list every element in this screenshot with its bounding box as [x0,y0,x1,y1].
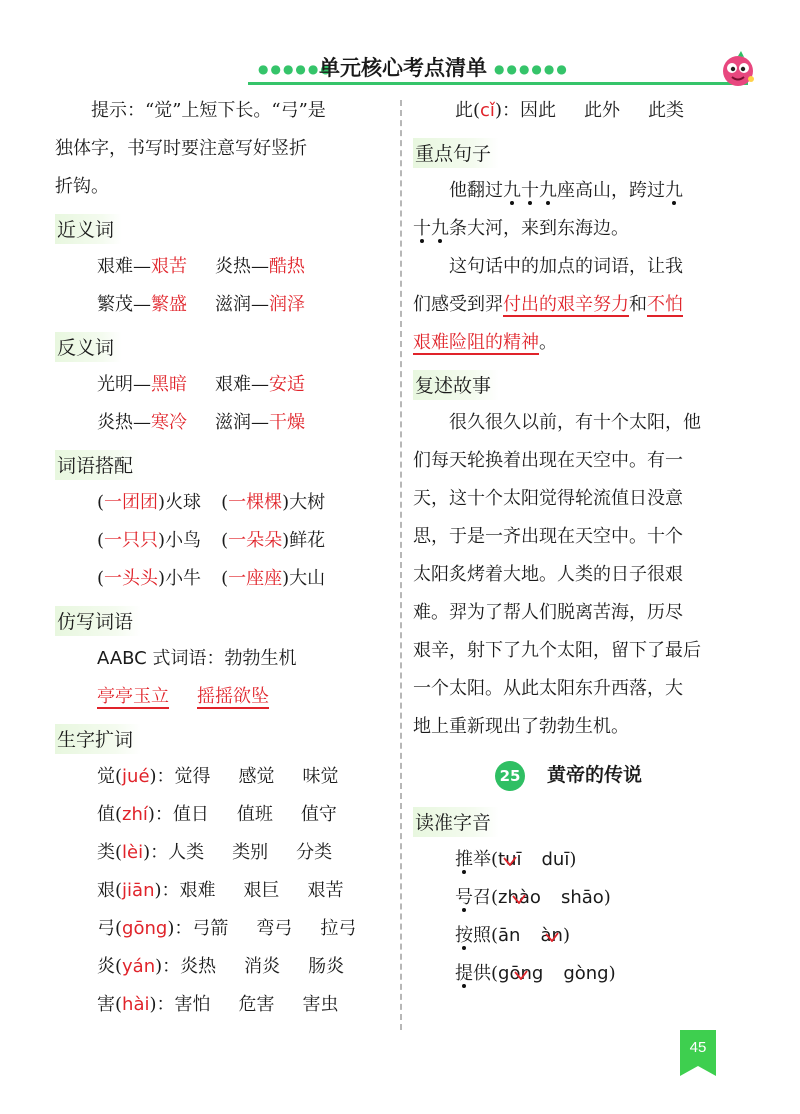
synonym-row: 繁茂—繁盛 滋润—润泽 [97,294,305,315]
collocation-noun: 小牛 [165,568,202,589]
char-expansion-row: 弓(gōng)：弓箭 弯弓 拉弓 [97,918,357,939]
answer-underline-3: 艰难险阻的精神 [413,332,539,353]
retell-line: 难。羿为了帮人们脱离苦海，历尽 [413,602,683,623]
expanded-word: 害虫 [302,994,339,1015]
imitation-answers [55,678,395,716]
antonym-row: 炎热—寒冷 滋润—干燥 [97,412,305,433]
expansion-heading: 生字扩词 [55,724,141,754]
expanded-word: 觉得 [174,766,211,787]
collocation-answer: 一座座 [228,568,283,589]
lesson-title-text: 黄帝的传说 [547,764,643,786]
pinyin-option: àn [540,924,563,946]
char: 弓 [97,918,115,939]
synonym-word: 炎热 [215,256,251,277]
expanded-word: 类别 [232,842,269,863]
dotted-words-2: 十九 [413,218,449,239]
pronounce-row: 号召(zhào shāo) [413,879,749,917]
char: 值 [97,804,115,825]
key-sentence-line-3: 这句话中的加点的词语，让我 [449,256,683,277]
pinyin-option: ān [498,924,521,946]
char-expansion-row: 值(zhí)：值日 值班 值守 [97,804,337,825]
key-sentence-line-2: 十九条大河，来到东海边。 [413,218,629,239]
char: 类 [97,842,115,863]
collocation-noun: 火球 [165,492,202,513]
pinyin: yán [122,956,156,977]
key-sentence-heading: 重点句子 [413,138,499,168]
check-mark-icon [503,856,517,866]
check-mark-icon [514,970,528,980]
expanded-word: 值班 [236,804,273,825]
char: 觉 [97,766,115,787]
synonym-answer: 艰苦 [151,256,187,277]
char: 艰 [97,880,115,901]
collocation-row: (一头头)小牛 (一座座)大山 [97,568,326,589]
imitation-answer-2: 摇摇欲坠 [197,686,269,707]
antonym-answer: 安适 [269,374,305,395]
answer-underline-1: 付出的艰辛努力 [503,294,629,315]
expanded-word: 拉弓 [320,918,357,939]
collocation-answer: 一棵棵 [228,492,283,513]
lesson-title [495,760,749,791]
synonym-row: 艰难—艰苦 炎热—酷热 [97,256,305,277]
pronounce-heading: 读准字音 [413,807,499,837]
expanded-word: 感觉 [238,766,275,787]
synonyms-heading: 近义词 [55,214,122,244]
antonym-word: 艰难 [215,374,251,395]
pron-char-1: 提 [455,962,473,984]
imitation-line: AABC 式词语：勃勃生机 [97,648,297,669]
pinyin: gōng [122,918,168,939]
pronounce-row: 推举(tuī duī) [413,841,749,879]
expanded-word: 弓箭 [192,918,229,939]
antonym-answer: 黑暗 [151,374,187,395]
left-column [55,92,395,1024]
char-row-ci: 此(cǐ)：因此 此外 此类 [455,100,684,121]
expanded-word: 艰苦 [307,880,344,901]
expanded-word: 值守 [300,804,337,825]
column-divider [400,100,402,1030]
answer-underline-2: 不怕 [647,294,683,315]
retell-line: 艰辛，射下了九个太阳，留下了最后 [413,640,701,661]
synonym-word: 繁茂 [97,294,133,315]
pinyin-option: gōng [498,962,544,984]
pinyin: jiān [122,880,155,901]
check-mark-icon [512,894,526,904]
pinyin: hài [122,994,150,1015]
pinyin-option: gòng [563,962,609,984]
expanded-word: 分类 [296,842,333,863]
collocation-answer: 一团团 [104,492,159,513]
retell-line: 很久很久以前，有十个太阳，他 [449,412,701,433]
retell-line: 思，于是一齐出现在天空中。十个 [413,526,683,547]
pinyin-option: duī [541,848,570,870]
retell-line: 们每天轮换着出现在天空中。有一 [413,450,683,471]
pron-char-2: 召 [473,886,491,908]
collocation-answer: 一朵朵 [228,530,283,551]
char-expansion-row: 类(lèi)：人类 类别 分类 [97,842,333,863]
pinyin-option: zhào [498,886,541,908]
right-column [413,92,749,993]
pron-char-2: 举 [473,848,491,870]
pronounce-row: 提供(gōng gòng) [413,955,749,993]
pron-char-2: 照 [473,924,491,946]
expanded-word: 人类 [168,842,205,863]
pron-char-1: 推 [455,848,473,870]
header-dots-right: ●●●●●● [494,62,569,76]
expanded-word: 弯弓 [256,918,293,939]
page-number-badge [680,1030,716,1076]
collocation-answer: 一头头 [104,568,159,589]
char-expansion-row: 炎(yán)：炎热 消炎 肠炎 [97,956,345,977]
char-expansion-row: 害(hài)：害怕 危害 害虫 [97,994,339,1015]
pinyin-option: tuī [498,848,522,870]
antonym-word: 炎热 [97,412,133,433]
lesson-number-badge: 25 [495,761,525,791]
synonym-word: 滋润 [215,294,251,315]
expanded-word: 值日 [172,804,209,825]
pinyin: jué [122,766,150,787]
collocation-answer: 一只只 [104,530,159,551]
expanded-word: 危害 [238,994,275,1015]
retell-heading: 复述故事 [413,370,499,400]
antonym-word: 滋润 [215,412,251,433]
hint-line-1: 提示：“觉”上短下长。“弓”是 [91,100,326,121]
pinyin-option: shāo [560,886,604,908]
antonym-row: 光明—黑暗 艰难—安适 [97,374,305,395]
hint-line-3: 折钩。 [55,176,109,197]
char: 害 [97,994,115,1015]
pron-char-2: 供 [473,962,491,984]
imitation-answer-1: 亭亭玉立 [97,686,169,707]
header-rule [248,82,748,85]
key-sentence-line-1: 他翻过九十九座高山，跨过九 [449,180,683,201]
retell-line: 太阳炙烤着大地。人类的日子很艰 [413,564,683,585]
key-sentence-line-5: 艰难险阻的精神。 [413,332,557,353]
synonym-word: 艰难 [97,256,133,277]
antonym-answer: 寒冷 [151,412,187,433]
expanded-word: 害怕 [174,994,211,1015]
page-number: 45 [689,1039,707,1056]
hint-line-2: 独体字，书写时要注意写好竖折 [55,138,307,159]
collocation-noun: 小鸟 [165,530,202,551]
collocation-noun: 大树 [289,492,326,513]
page-header [0,52,800,92]
synonym-answer: 酷热 [269,256,305,277]
expanded-word: 肠炎 [308,956,345,977]
header-title: 单元核心考点清单 [319,56,487,80]
collocation-row: (一团团)火球 (一棵棵)大树 [97,492,326,513]
retell-line: 地上重新现出了勃勃生机。 [413,716,629,737]
expanded-word: 艰巨 [243,880,280,901]
char-expansion-row: 觉(jué)：觉得 感觉 味觉 [97,766,339,787]
check-mark-icon [545,932,559,942]
pinyin: zhí [122,804,148,825]
mascot-icon [718,49,758,89]
dotted-words-1: 九十九 [503,180,557,201]
collocation-heading: 词语搭配 [55,450,141,480]
expanded-word: 艰难 [179,880,216,901]
retell-line: 天，这十个太阳觉得轮流值日没意 [413,488,683,509]
pinyin: lèi [122,842,144,863]
pronounce-row: 按照(ān àn ) [413,917,749,955]
pron-char-1: 按 [455,924,473,946]
collocation-noun: 鲜花 [289,530,326,551]
header-dots-left: ●●●●●● [258,62,333,76]
expanded-word: 炎热 [180,956,217,977]
antonyms-heading: 反义词 [55,332,122,362]
expanded-word: 消炎 [244,956,281,977]
antonym-word: 光明 [97,374,133,395]
pron-char-1: 号 [455,886,473,908]
imitation-heading: 仿写词语 [55,606,141,636]
char-expansion-row: 艰(jiān)：艰难 艰巨 艰苦 [97,880,344,901]
key-sentence-line-4: 们感受到羿付出的艰辛努力和不怕 [413,294,683,315]
collocation-row: (一只只)小鸟 (一朵朵)鲜花 [97,530,326,551]
antonym-answer: 干燥 [269,412,305,433]
synonym-answer: 繁盛 [151,294,187,315]
retell-line: 一个太阳。从此太阳东升西落，大 [413,678,683,699]
expanded-word: 味觉 [302,766,339,787]
char: 炎 [97,956,115,977]
collocation-noun: 大山 [289,568,326,589]
synonym-answer: 润泽 [269,294,305,315]
